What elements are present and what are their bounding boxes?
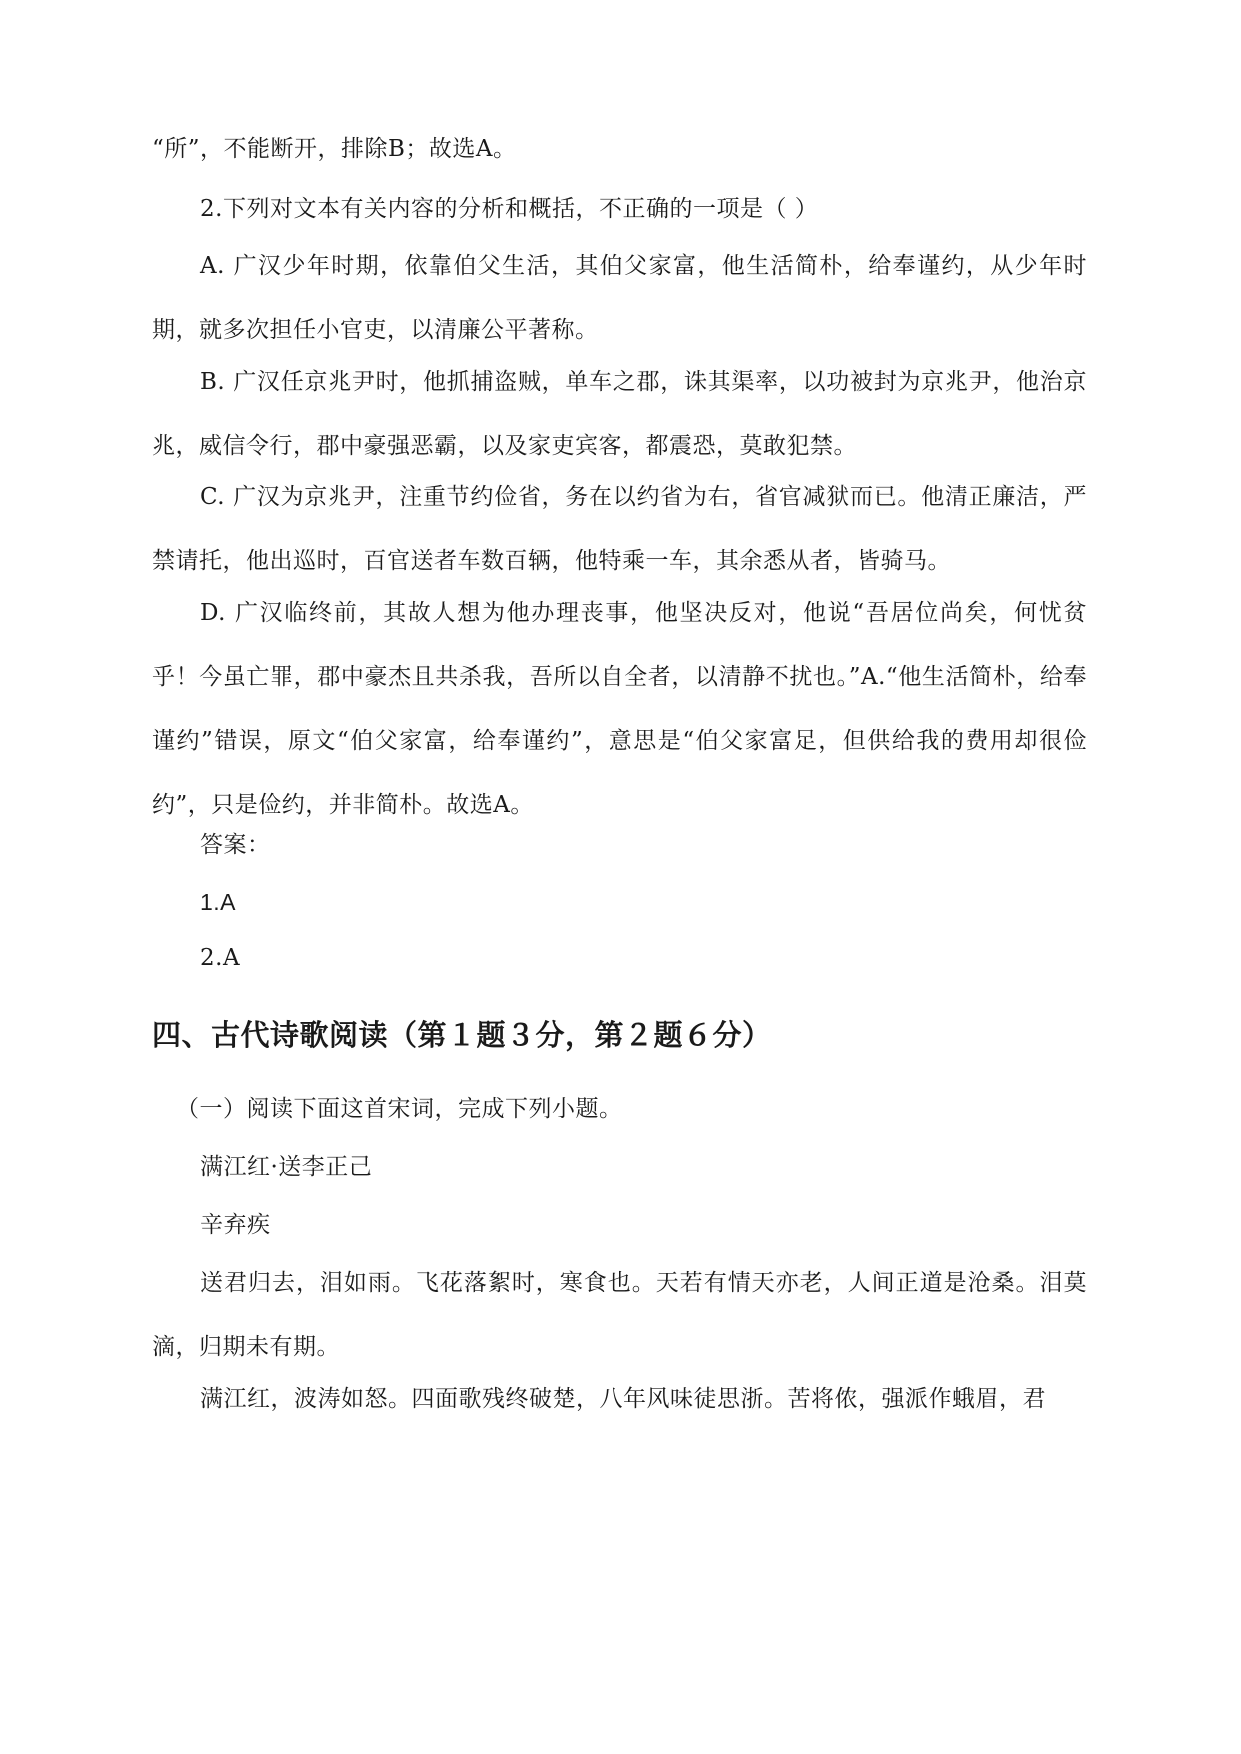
poem-stanza-1: 送君归去，泪如雨。飞花落絮时，寒食也。天若有情天亦老，人间正道是沧桑。泪莫滴，归期未有期。 [152,1270,1087,1360]
section-heading: 四、古代诗歌阅读（第１题３分，第２题６分） [152,1018,772,1052]
option-d-with-explanation: D. 广汉临终前，其故人想为他办理丧事，他坚决反对，他说“吾居位尚矣，何忧贫乎！今虽亡罪，郡中豪杰且共杀我，吾所以自全者，以清静不扰也。”A.“他生活简朴，给奉谨约”错误，原文“伯父家富，给奉谨约”，意思是“伯父家富足，但供给我的费用却很俭约”，只是俭约，并非简朴。故选A。 [152,600,1087,818]
poem-title: 满江红·送李正己 [200,1154,373,1180]
answer-label: 答案： [200,832,271,858]
answer-1: 1.A [200,889,237,915]
poem-stanza-2: 满江红，波涛如怒。四面歌残终破楚，八年风味徒思浙。苦将侬，强派作蛾眉，君 [200,1386,1046,1412]
paragraph-prev-answer-tail: “所”，不能断开，排除B；故选A。 [152,136,517,162]
section-intro: （一）阅读下面这首宋词，完成下列小题。 [176,1096,623,1122]
answer-2: 2.A [200,945,241,971]
option-a: A. 广汉少年时期，依靠伯父生活，其伯父家富，他生活简朴，给奉谨约，从少年时期，就多次担任小官吏，以清廉公平著称。 [152,253,1087,343]
poem-author: 辛弃疾 [200,1212,271,1238]
option-b: B. 广汉任京兆尹时，他抓捕盗贼，单车之郡，诛其渠率，以功被封为京兆尹，他治京兆，威信令行，郡中豪强恶霸，以及家吏宾客，都震恐，莫敢犯禁。 [152,369,1087,459]
option-c: C. 广汉为京兆尹，注重节约俭省，务在以约省为右，省官减狱而已。他清正廉洁，严禁请托，他出巡时，百官送者车数百辆，他特乘一车，其余悉从者，皆骑马。 [152,484,1087,574]
question-2-stem: 2.下列对文本有关内容的分析和概括，不正确的一项是（ ） [200,196,819,222]
